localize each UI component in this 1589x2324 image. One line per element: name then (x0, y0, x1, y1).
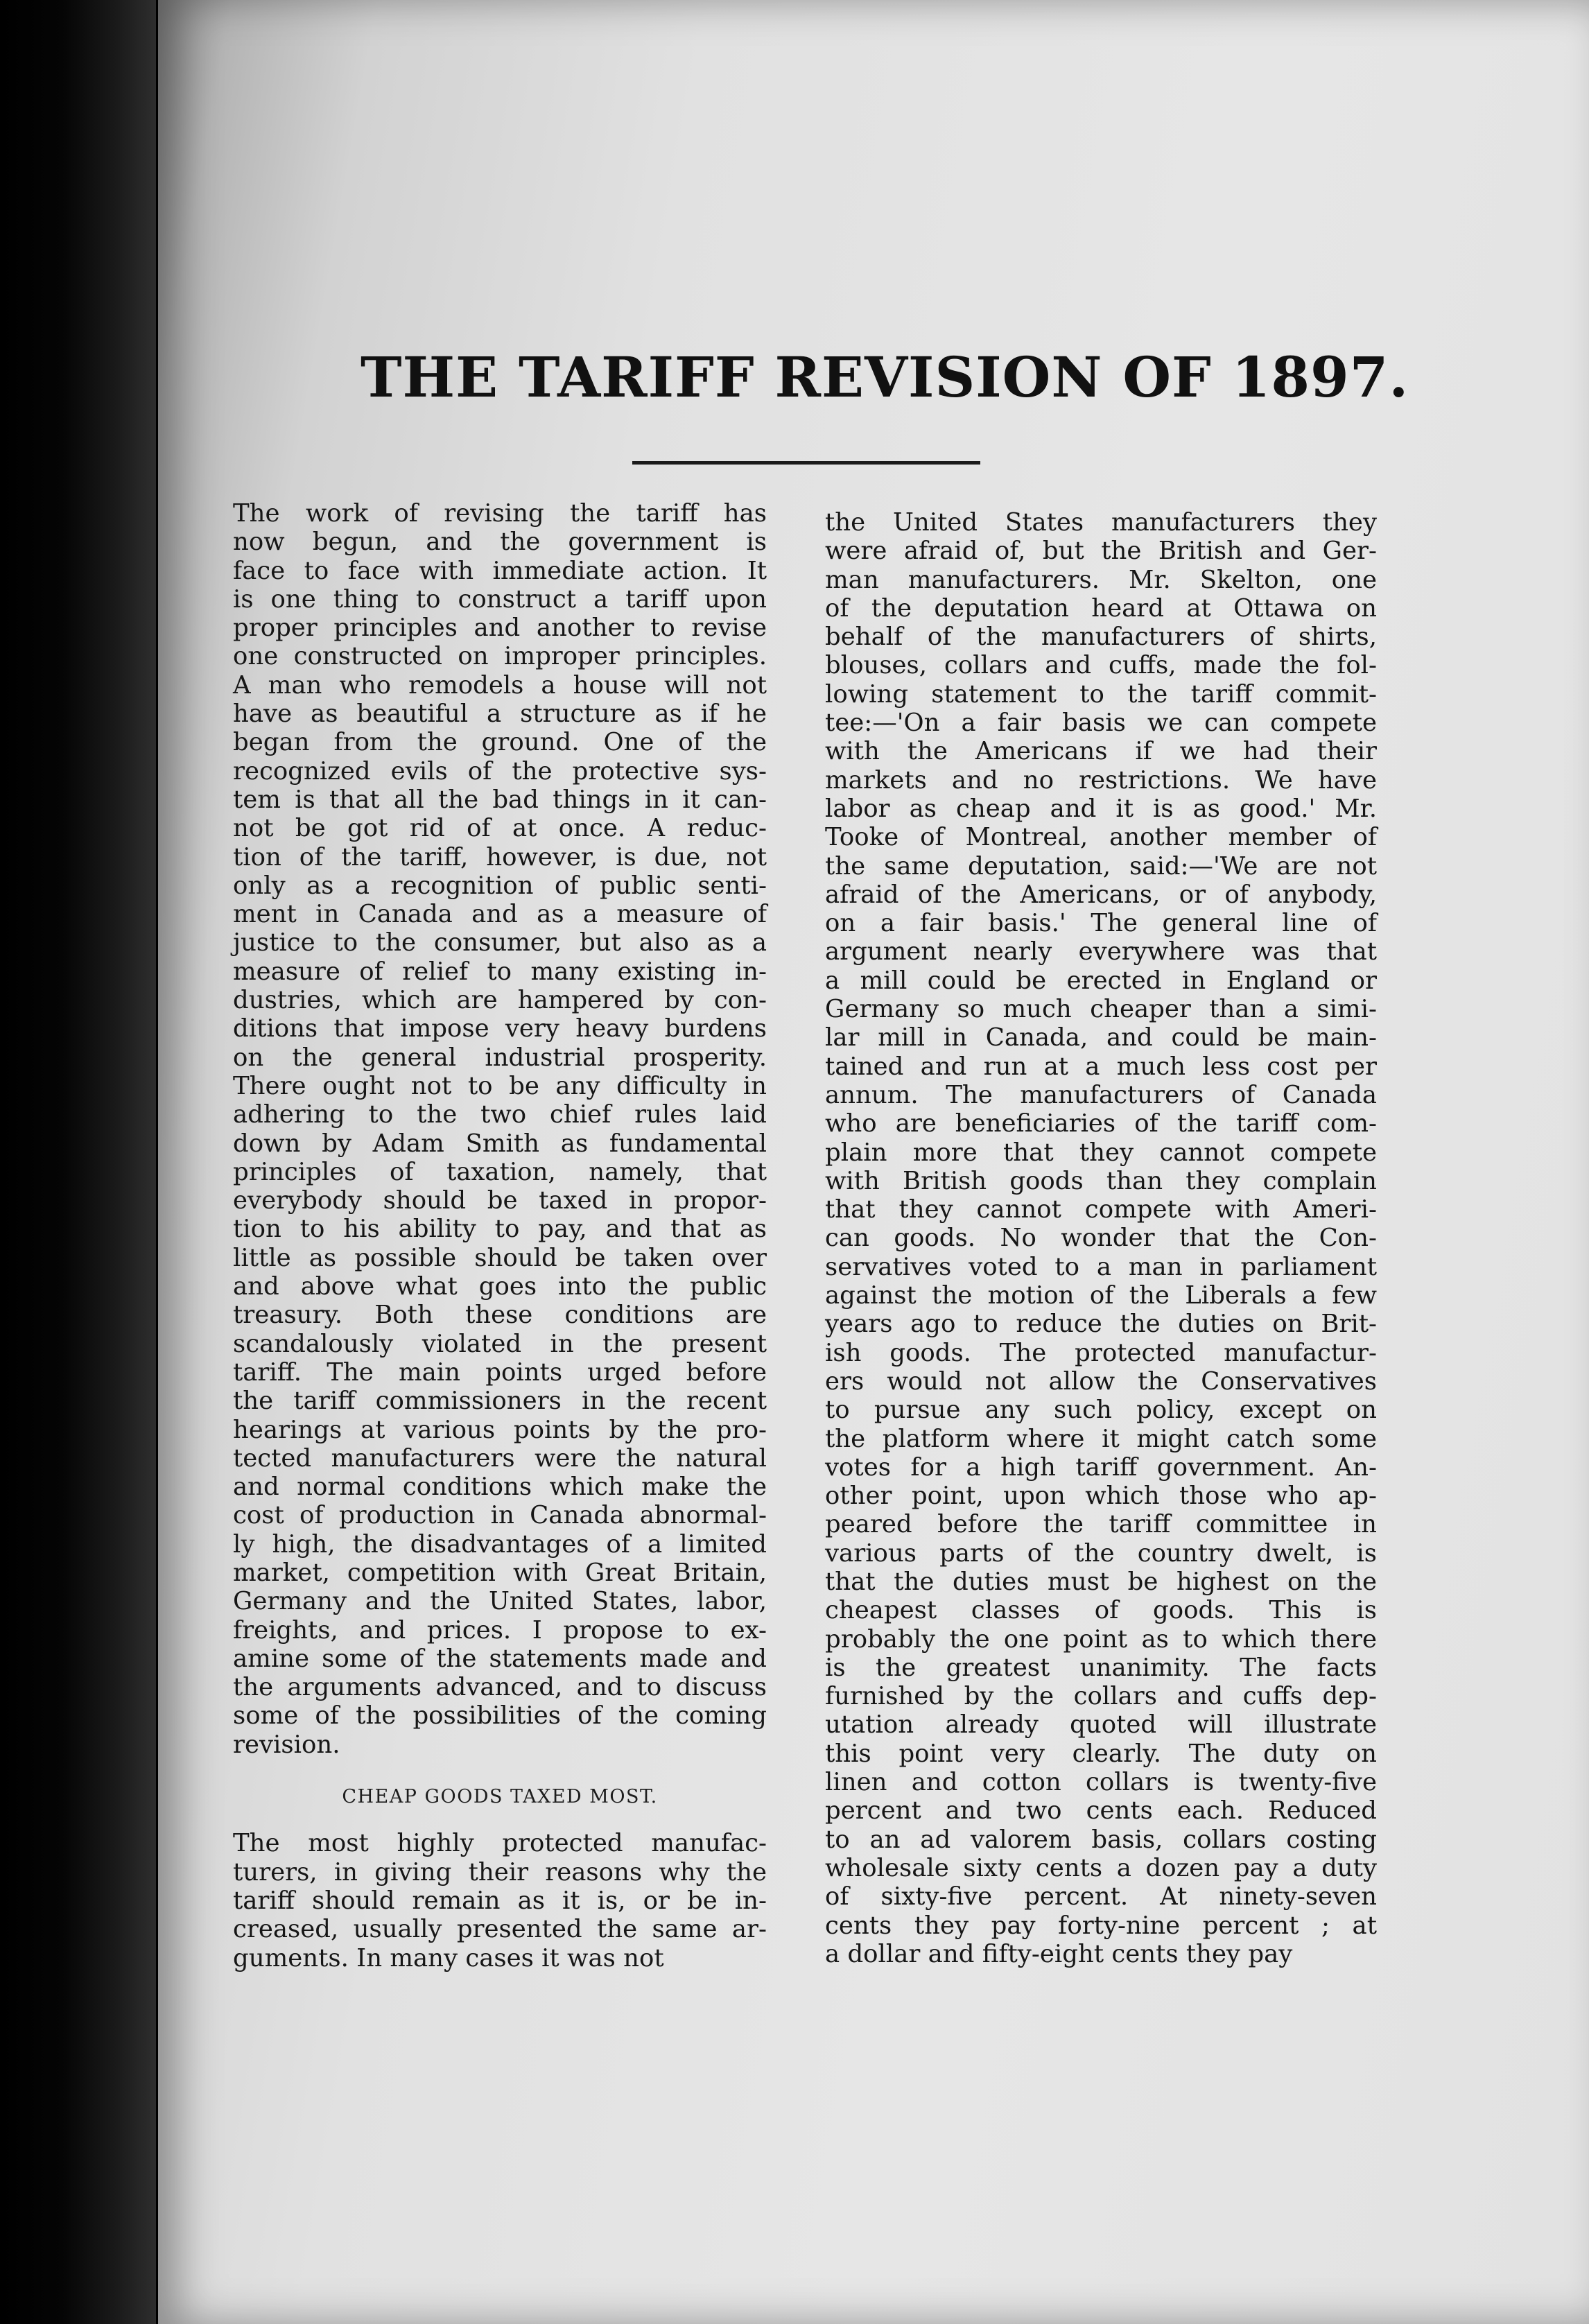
right-column (825, 508, 1377, 1968)
text-line: revision. (233, 1730, 340, 1759)
text-line: principles of taxation, namely, that (233, 1157, 767, 1186)
text-line: lar mill in Canada, and could be main- (825, 1023, 1377, 1052)
text-line: ish goods. The protected manufactur- (825, 1338, 1377, 1367)
text-line: ly high, the disadvantages of a limited (233, 1529, 767, 1559)
text-line: Germany so much cheaper than a simi- (825, 995, 1377, 1024)
text-line: percent and two cents each. Reduced (825, 1796, 1377, 1826)
text-line: the platform where it might catch some (825, 1424, 1377, 1453)
text-line: Tooke of Montreal, another member of (825, 823, 1377, 852)
text-line: tariff should remain as it is, or be in- (233, 1886, 767, 1915)
text-line: began from the ground. One of the (233, 728, 767, 757)
text-line: only as a recognition of public senti- (233, 871, 767, 900)
text-line: utation already quoted will illustrate (825, 1710, 1377, 1740)
text-line: the United States manufacturers they (825, 508, 1377, 537)
text-line: tion of the tariff, however, is due, not (233, 842, 767, 872)
text-line: can goods. No wonder that the Con- (825, 1224, 1377, 1253)
text-line: afraid of the Americans, or of anybody, (825, 880, 1377, 909)
text-line: tected manufacturers were the natural (233, 1443, 767, 1473)
text-line: wholesale sixty cents a dozen pay a duty (825, 1853, 1377, 1882)
text-line: face to face with immediate action. It (233, 556, 767, 585)
text-line: measure of relief to many existing in- (233, 957, 767, 986)
text-line: who are beneficiaries of the tariff com- (825, 1109, 1377, 1138)
text-line: cost of production in Canada abnormal- (233, 1501, 767, 1530)
text-line: The work of revising the tariff has (233, 499, 767, 528)
paragraph-cheap-goods (233, 1829, 767, 1972)
text-line: and normal conditions which make the (233, 1473, 767, 1502)
text-line: tem is that all the bad things in it can- (233, 785, 767, 814)
text-line: everybody should be taxed in propor- (233, 1186, 767, 1215)
text-line: a mill could be erected in England or (825, 966, 1377, 995)
text-line: other point, upon which those who ap- (825, 1482, 1377, 1511)
text-line: the tariff commissioners in the recent (233, 1387, 767, 1416)
text-line: various parts of the country dwelt, is (825, 1538, 1377, 1568)
text-line: years ago to reduce the duties on Brit- (825, 1310, 1377, 1339)
paragraph-intro (233, 499, 767, 1759)
text-line: have as beautiful a structure as if he (233, 700, 767, 729)
text-line: adhering to the two chief rules laid (233, 1100, 767, 1129)
text-line: linen and cotton collars is twenty-five (825, 1768, 1377, 1797)
text-line: The most highly protected manufac- (233, 1829, 767, 1858)
text-line: to an ad valorem basis, collars costing (825, 1825, 1377, 1854)
paragraph-continued (825, 508, 1377, 1968)
text-line: dustries, which are hampered by con- (233, 986, 767, 1015)
text-line: treasury. Both these conditions are (233, 1301, 767, 1330)
text-line: that the duties must be highest on the (825, 1567, 1377, 1596)
text-line: creased, usually presented the same ar- (233, 1915, 767, 1944)
text-line: not be got rid of at once. A reduc- (233, 814, 767, 843)
text-line: the arguments advanced, and to discuss (233, 1673, 767, 1702)
text-line: were afraid of, but the British and Ger- (825, 537, 1377, 566)
text-line: cents they pay forty-nine percent ; at (825, 1911, 1377, 1940)
text-line: votes for a high tariff government. An- (825, 1452, 1377, 1482)
text-line: on a fair basis.' The general line of (825, 909, 1377, 938)
text-line: is the greatest unanimity. The facts (825, 1653, 1377, 1682)
text-line: turers, in giving their reasons why the (233, 1857, 767, 1887)
text-line: hearings at various points by the pro- (233, 1415, 767, 1444)
text-line: man manufacturers. Mr. Skelton, one (825, 565, 1377, 594)
text-line: peared before the tariff committee in (825, 1510, 1377, 1539)
text-line: lowing statement to the tariff commit- (825, 679, 1377, 709)
text-line: that they cannot compete with Ameri- (825, 1195, 1377, 1224)
text-line: plain more that they cannot compete (825, 1138, 1377, 1167)
text-line: ditions that impose very heavy burdens (233, 1014, 767, 1043)
page-title: THE TARIFF REVISION OF 1897. (361, 345, 1409, 410)
text-line: and above what goes into the public (233, 1272, 767, 1301)
text-line: with the Americans if we had their (825, 737, 1377, 766)
text-line: amine some of the statements made and (233, 1644, 767, 1673)
text-line: on the general industrial prosperity. (233, 1043, 767, 1072)
text-line: justice to the consumer, but also as a (233, 928, 767, 957)
text-line: down by Adam Smith as fundamental (233, 1129, 767, 1158)
binding-shadow (0, 0, 156, 2324)
text-line: scandalously violated in the present (233, 1329, 767, 1358)
text-line: one constructed on improper principles. (233, 642, 767, 671)
text-line: is one thing to construct a tariff upon (233, 584, 767, 614)
text-line: with British goods than they complain (825, 1166, 1377, 1195)
text-line: market, competition with Great Britain, (233, 1558, 767, 1587)
text-line: this point very clearly. The duty on (825, 1739, 1377, 1768)
text-line: now begun, and the government is (233, 528, 767, 557)
text-line: markets and no restrictions. We have (825, 765, 1377, 795)
text-line: little as possible should be taken over (233, 1243, 767, 1272)
text-line: freights, and prices. I propose to ex- (233, 1615, 767, 1645)
text-line: labor as cheap and it is as good.' Mr. (825, 794, 1377, 823)
text-line: tained and run at a much less cost per (825, 1052, 1377, 1081)
text-line: proper principles and another to revise (233, 614, 767, 643)
text-line: the same deputation, said:—'We are not (825, 851, 1377, 881)
text-line: blouses, collars and cuffs, made the fol- (825, 651, 1377, 680)
text-line: Germany and the United States, labor, (233, 1587, 767, 1616)
text-line: some of the possibilities of the coming (233, 1701, 767, 1731)
section-subheading: CHEAP GOODS TAXED MOST. (342, 1786, 658, 1808)
text-line: ment in Canada and as a measure of (233, 900, 767, 929)
text-line: probably the one point as to which there (825, 1624, 1377, 1654)
left-column (233, 499, 767, 1972)
text-line: against the motion of the Liberals a few (825, 1281, 1377, 1310)
text-line: behalf of the manufacturers of shirts, (825, 623, 1377, 652)
text-line: furnished by the collars and cuffs dep- (825, 1682, 1377, 1711)
text-line: A man who remodels a house will not (233, 670, 767, 700)
text-line: a dollar and fifty-eight cents they pay (825, 1939, 1293, 1968)
text-line: tion to his ability to pay, and that as (233, 1215, 767, 1244)
text-line: to pursue any such policy, except on (825, 1396, 1377, 1425)
text-line: tee:—'On a fair basis we can compete (825, 709, 1377, 738)
text-line: tariff. The main points urged before (233, 1358, 767, 1387)
text-line: of sixty-five percent. At ninety-seven (825, 1882, 1377, 1911)
text-line: servatives voted to a man in parliament (825, 1252, 1377, 1281)
text-line: of the deputation heard at Ottawa on (825, 593, 1377, 623)
text-line: ers would not allow the Conservatives (825, 1367, 1377, 1396)
text-line: There ought not to be any difficulty in (233, 1071, 767, 1100)
text-line: cheapest classes of goods. This is (825, 1596, 1377, 1625)
text-line: argument nearly everywhere was that (825, 937, 1377, 966)
text-line: recognized evils of the protective sys- (233, 756, 767, 786)
text-line: guments. In many cases it was not (233, 1943, 664, 1972)
text-line: annum. The manufacturers of Canada (825, 1080, 1377, 1109)
title-divider (632, 461, 980, 465)
